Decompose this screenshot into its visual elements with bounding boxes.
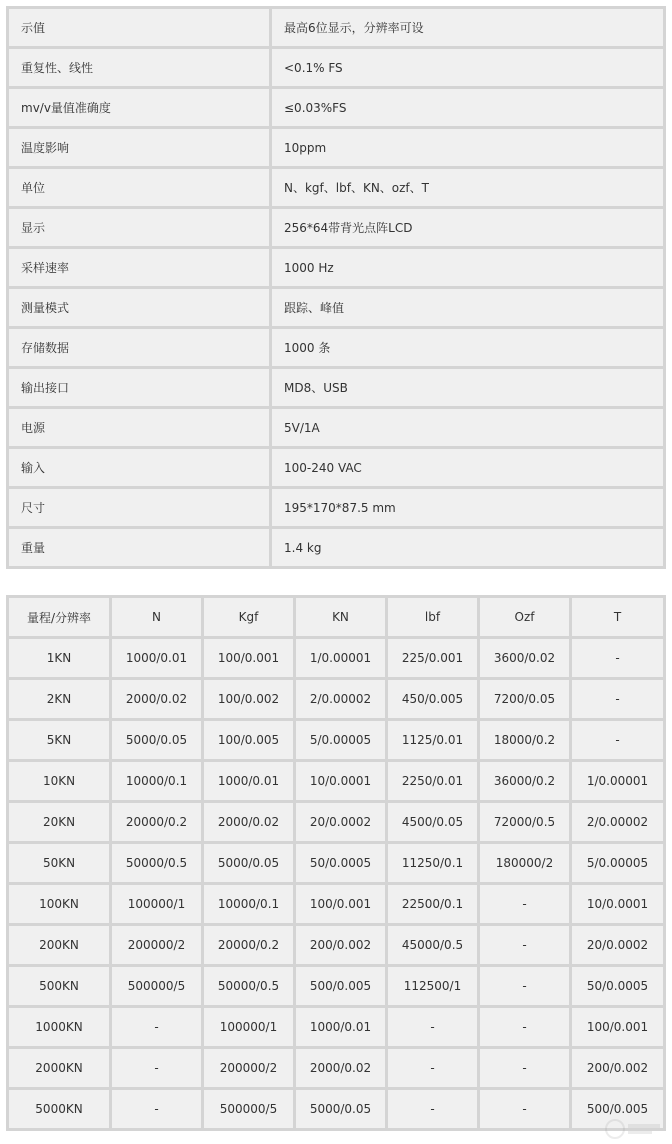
- spec-value-cell: 10ppm: [272, 129, 663, 166]
- spec-value-cell: 1.4 kg: [272, 529, 663, 566]
- range-value-cell: 72000/0.5: [480, 803, 569, 841]
- range-value-cell: 20/0.0002: [572, 926, 663, 964]
- range-value-cell: 20/0.0002: [296, 803, 385, 841]
- range-value-cell: 5000/0.05: [204, 844, 293, 882]
- range-row: [9, 1049, 663, 1087]
- range-row: [9, 639, 663, 677]
- range-value-cell: 10/0.0001: [296, 762, 385, 800]
- spec-value-cell: <0.1% FS: [272, 49, 663, 86]
- range-value-cell: 20000/0.2: [112, 803, 201, 841]
- range-value-cell: -: [112, 1090, 201, 1128]
- spec-key-cell: 温度影响: [9, 129, 269, 166]
- range-value-cell: 2250/0.01: [388, 762, 477, 800]
- range-value-cell: 5/0.00005: [296, 721, 385, 759]
- range-value-cell: 50000/0.5: [204, 967, 293, 1005]
- range-value-cell: 10/0.0001: [572, 885, 663, 923]
- range-value-cell: 500000/5: [204, 1090, 293, 1128]
- range-row: [9, 1090, 663, 1128]
- range-label-cell: 5KN: [9, 721, 109, 759]
- spec-key-cell: 尺寸: [9, 489, 269, 526]
- range-value-cell: 500000/5: [112, 967, 201, 1005]
- range-label-cell: 50KN: [9, 844, 109, 882]
- range-value-cell: 10000/0.1: [204, 885, 293, 923]
- range-row: [9, 803, 663, 841]
- range-value-cell: 180000/2: [480, 844, 569, 882]
- range-value-cell: 2000/0.02: [296, 1049, 385, 1087]
- range-value-cell: -: [388, 1049, 477, 1087]
- range-row: [9, 844, 663, 882]
- range-header-cell: 量程/分辨率: [9, 598, 109, 636]
- spec-key-cell: 示值: [9, 9, 269, 46]
- spec-value-cell: MD8、USB: [272, 369, 663, 406]
- range-value-cell: 7200/0.05: [480, 680, 569, 718]
- spec-key-cell: 电源: [9, 409, 269, 446]
- range-value-cell: 100000/1: [112, 885, 201, 923]
- spec-row: [9, 329, 663, 366]
- range-value-cell: 100/0.002: [204, 680, 293, 718]
- range-label-cell: 20KN: [9, 803, 109, 841]
- range-value-cell: 1/0.00001: [296, 639, 385, 677]
- range-value-cell: 20000/0.2: [204, 926, 293, 964]
- spec-value-cell: 195*170*87.5 mm: [272, 489, 663, 526]
- range-header-cell: lbf: [388, 598, 477, 636]
- range-label-cell: 100KN: [9, 885, 109, 923]
- range-value-cell: 50000/0.5: [112, 844, 201, 882]
- range-value-cell: -: [480, 1090, 569, 1128]
- spec-row: [9, 249, 663, 286]
- spec-key-cell: 测量模式: [9, 289, 269, 326]
- range-value-cell: -: [572, 639, 663, 677]
- range-header-cell: N: [112, 598, 201, 636]
- range-row: [9, 885, 663, 923]
- spec-key-cell: 输入: [9, 449, 269, 486]
- spec-key-cell: 显示: [9, 209, 269, 246]
- range-value-cell: 500/0.005: [296, 967, 385, 1005]
- range-value-cell: 1/0.00001: [572, 762, 663, 800]
- range-value-cell: 4500/0.05: [388, 803, 477, 841]
- range-row: [9, 926, 663, 964]
- range-value-cell: 200000/2: [112, 926, 201, 964]
- range-value-cell: 225/0.001: [388, 639, 477, 677]
- range-value-cell: -: [572, 680, 663, 718]
- range-value-cell: -: [388, 1008, 477, 1046]
- range-value-cell: 100/0.001: [296, 885, 385, 923]
- range-header-cell: Ozf: [480, 598, 569, 636]
- spec-row: [9, 49, 663, 86]
- range-value-cell: -: [572, 721, 663, 759]
- range-value-cell: 5000/0.05: [112, 721, 201, 759]
- spec-value-cell: 1000 Hz: [272, 249, 663, 286]
- range-value-cell: -: [480, 967, 569, 1005]
- range-value-cell: 2000/0.02: [112, 680, 201, 718]
- range-value-cell: -: [480, 885, 569, 923]
- range-row: [9, 721, 663, 759]
- range-value-cell: 200/0.002: [572, 1049, 663, 1087]
- range-value-cell: 200/0.002: [296, 926, 385, 964]
- spec-row: [9, 129, 663, 166]
- spec-value-cell: 跟踪、峰值: [272, 289, 663, 326]
- range-label-cell: 2KN: [9, 680, 109, 718]
- spec-value-cell: 1000 条: [272, 329, 663, 366]
- range-value-cell: 100/0.005: [204, 721, 293, 759]
- spec-key-cell: 单位: [9, 169, 269, 206]
- range-value-cell: 3600/0.02: [480, 639, 569, 677]
- spec-value-cell: N、kgf、lbf、KN、ozf、T: [272, 169, 663, 206]
- range-label-cell: 1KN: [9, 639, 109, 677]
- spec-row: [9, 489, 663, 526]
- range-value-cell: 10000/0.1: [112, 762, 201, 800]
- range-value-cell: 5000/0.05: [296, 1090, 385, 1128]
- range-row: [9, 967, 663, 1005]
- range-value-cell: 50/0.0005: [572, 967, 663, 1005]
- range-value-cell: 2000/0.02: [204, 803, 293, 841]
- range-row: [9, 1008, 663, 1046]
- spec-key-cell: mv/v量值准确度: [9, 89, 269, 126]
- spec-key-cell: 重量: [9, 529, 269, 566]
- spec-value-cell: ≤0.03%FS: [272, 89, 663, 126]
- range-value-cell: 1125/0.01: [388, 721, 477, 759]
- range-label-cell: 2000KN: [9, 1049, 109, 1087]
- range-value-cell: 100/0.001: [572, 1008, 663, 1046]
- range-label-cell: 10KN: [9, 762, 109, 800]
- range-value-cell: 1000/0.01: [204, 762, 293, 800]
- spec-row: [9, 369, 663, 406]
- range-value-cell: 1000/0.01: [112, 639, 201, 677]
- range-value-cell: 100/0.001: [204, 639, 293, 677]
- range-value-cell: 200000/2: [204, 1049, 293, 1087]
- range-value-cell: 5/0.00005: [572, 844, 663, 882]
- spec-row: [9, 409, 663, 446]
- spec-row: [9, 209, 663, 246]
- range-value-cell: 2/0.00002: [572, 803, 663, 841]
- range-value-cell: 22500/0.1: [388, 885, 477, 923]
- range-header-cell: T: [572, 598, 663, 636]
- spec-key-cell: 采样速率: [9, 249, 269, 286]
- range-value-cell: -: [480, 926, 569, 964]
- range-value-cell: 112500/1: [388, 967, 477, 1005]
- range-header-cell: Kgf: [204, 598, 293, 636]
- spec-row: [9, 289, 663, 326]
- range-value-cell: 100000/1: [204, 1008, 293, 1046]
- range-value-cell: 1000/0.01: [296, 1008, 385, 1046]
- range-value-cell: -: [112, 1049, 201, 1087]
- range-value-cell: 36000/0.2: [480, 762, 569, 800]
- spec-value-cell: 5V/1A: [272, 409, 663, 446]
- range-header-row: [9, 598, 663, 636]
- range-label-cell: 500KN: [9, 967, 109, 1005]
- range-value-cell: -: [112, 1008, 201, 1046]
- spec-key-cell: 存储数据: [9, 329, 269, 366]
- range-header-cell: KN: [296, 598, 385, 636]
- range-value-cell: 45000/0.5: [388, 926, 477, 964]
- range-row: [9, 762, 663, 800]
- range-value-cell: -: [388, 1090, 477, 1128]
- range-value-cell: 450/0.005: [388, 680, 477, 718]
- range-row: [9, 680, 663, 718]
- spec-row: [9, 89, 663, 126]
- range-label-cell: 5000KN: [9, 1090, 109, 1128]
- watermark-logo-icon: [604, 1118, 664, 1140]
- spec-row: [9, 9, 663, 46]
- spec-value-cell: 最高6位显示，分辨率可设: [272, 9, 663, 46]
- range-value-cell: 18000/0.2: [480, 721, 569, 759]
- range-value-cell: 50/0.0005: [296, 844, 385, 882]
- range-value-cell: 500/0.005: [572, 1090, 663, 1128]
- range-value-cell: 2/0.00002: [296, 680, 385, 718]
- spec-row: [9, 449, 663, 486]
- spec-value-cell: 256*64带背光点阵LCD: [272, 209, 663, 246]
- spec-table: [6, 6, 666, 569]
- range-value-cell: -: [480, 1049, 569, 1087]
- spec-key-cell: 重复性、线性: [9, 49, 269, 86]
- range-value-cell: 11250/0.1: [388, 844, 477, 882]
- range-label-cell: 1000KN: [9, 1008, 109, 1046]
- spec-row: [9, 169, 663, 206]
- spec-row: [9, 529, 663, 566]
- spec-value-cell: 100-240 VAC: [272, 449, 663, 486]
- range-label-cell: 200KN: [9, 926, 109, 964]
- range-value-cell: -: [480, 1008, 569, 1046]
- range-resolution-table: [6, 595, 666, 1131]
- spec-key-cell: 输出接口: [9, 369, 269, 406]
